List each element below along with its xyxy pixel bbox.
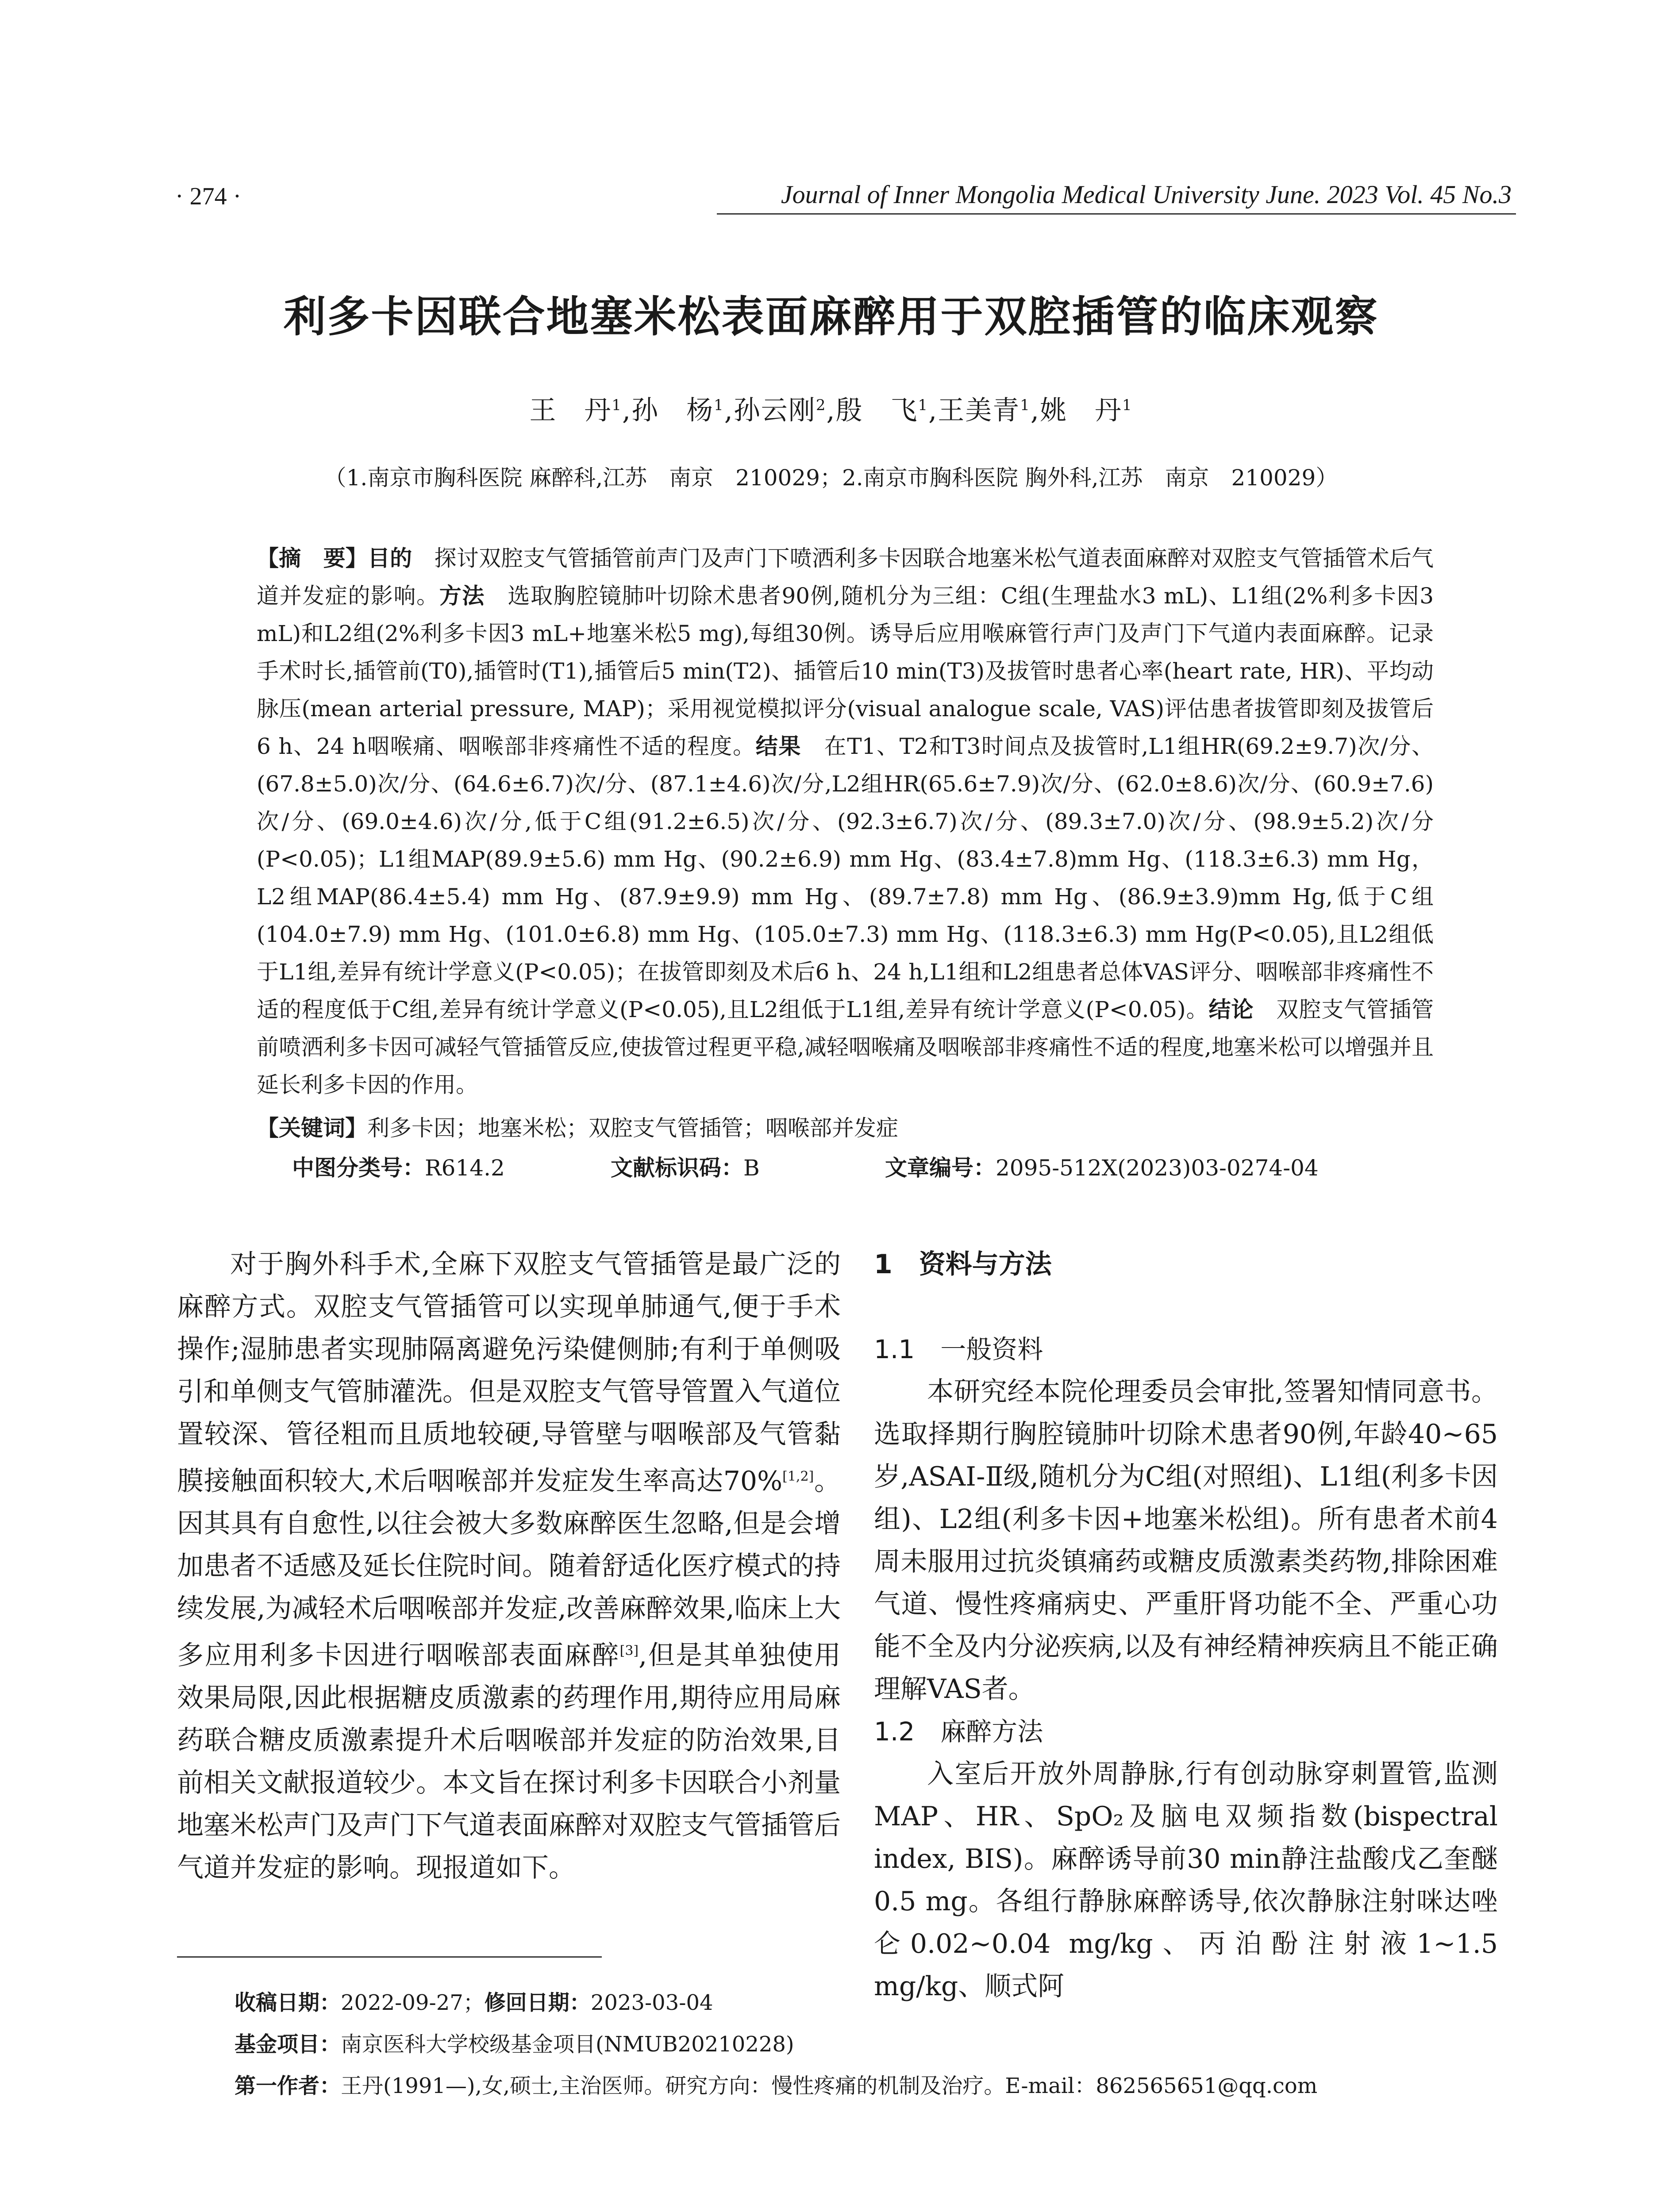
author-list: 王 丹$^1$,孙 杨$^1$,孙云刚$^2$,殷 飞$^1$,王美青$^1$,姚 丹$^1$ <box>529 395 1133 426</box>
citation: [1,2] <box>782 1469 814 1484</box>
author-note <box>235 2065 1317 2107</box>
article-title: 利多卡因联合地塞米松表面麻醉用于双腔插管的临床观察 <box>283 292 1379 342</box>
intro-text: 对于胸外科手术,全麻下双腔支气管插管是最广泛的麻醉方式。双腔支气管插管可以实现单肺通气,便于手术操作;湿肺患者实现肺隔离避免污染健侧肺;有利于单侧吸引和单侧支气管肺灌洗。但是双腔支气管导管置入气道位置较深、管径粗而且质地较硬,导管壁与咽喉部及气管黏膜接触面积较大,术后咽喉部并发症发生率高达70% <box>177 1249 841 1497</box>
fund-label: 基金项目： <box>235 2032 341 2057</box>
fund-note <box>235 2024 1317 2065</box>
objective-text: 探讨双腔支气管插管前声门及声门下喷洒利多卡因联合地塞米松气道表面麻醉对双腔支气管插管术后气道并发症的影响。 <box>257 545 1434 609</box>
header-rule <box>717 213 1516 215</box>
first-author-text: 王丹(1991—),女,硕士,主治医师。研究方向：慢性疼痛的机制及治疗。E-mail：862565651@qq.com <box>341 2074 1318 2098</box>
abstract-label: 【摘 要】 <box>257 545 368 571</box>
keywords <box>257 1110 1434 1142</box>
subsection-heading: 1.2 麻醉方法 <box>874 1717 1043 1747</box>
keywords-label: 【关键词】 <box>257 1115 367 1141</box>
footnotes <box>235 1982 1317 2107</box>
affiliations: （1.南京市胸科医院 麻醉科,江苏 南京 210029；2.南京市胸科医院 胸外科,江苏 南京 210029） <box>324 465 1338 491</box>
article-number-group <box>885 1150 1319 1182</box>
paragraph: 入室后开放外周静脉,行有创动脉穿刺置管,监测MAP、HR、SpO₂及脑电双频指数(bispectral index, BIS)。麻醉诱导前30 min静注盐酸戊乙奎醚0.5 mg。各组行静脉麻醉诱导,依次静脉注射咪达唑仑0.02~0.04 mg/kg、丙泊酚注射液1~1.5 mg/kg、顺式阿 <box>874 1759 1498 2002</box>
dates-note <box>235 1982 1317 2024</box>
article-number-value: 2095-512X(2023)03-0274-04 <box>996 1155 1319 1181</box>
results-label: 结果 <box>755 733 801 759</box>
author-name: 孙云刚 <box>733 395 816 426</box>
revised-label: 修回日期： <box>484 1990 591 2015</box>
author-aff: 1 <box>714 396 724 414</box>
journal-header: Journal of Inner Mongolia Medical University June. 2023 Vol. 45 No.3 <box>781 180 1512 209</box>
clc-group <box>292 1150 505 1182</box>
author-aff: 1 <box>612 396 623 414</box>
intro-text: ,但是其单独使用效果局限,因此根据糖皮质激素的药理作用,期待应用局麻药联合糖皮质激素提升术后咽喉部并发症的防治效果,目前相关文献报道较少。本文旨在探讨利多卡因联合小剂量地塞米松声门及声门下气道表面麻醉对双腔支气管插管后气道并发症的影响。现报道如下。 <box>177 1640 841 1883</box>
conclusion-label: 结论 <box>1208 997 1254 1022</box>
citation: [3] <box>619 1643 639 1659</box>
body-right-column <box>874 1243 1498 2008</box>
author-name: 孙 杨 <box>631 395 714 426</box>
objective-label: 目的 <box>367 545 412 571</box>
clc-value: R614.2 <box>425 1155 505 1181</box>
author-name: 殷 飞 <box>835 395 918 426</box>
author-aff: 1 <box>1020 396 1031 414</box>
methods-label: 方法 <box>439 583 485 609</box>
results-text: 在T1、T2和T3时间点及拔管时,L1组HR(69.2±9.7)次/分、(67.8±5.0)次/分、(64.6±6.7)次/分、(87.1±4.6)次/分,L2组HR(65.6±7.9)次/分、(62.0±8.6)次/分、(60.9±7.6)次/分、(69.0±4.6)次/分,低于C组(91.2±6.5)次/分、(92.3±6.7)次/分、(89.3±7.0)次/分、(98.9±5.2)次/分(P<0.05)；L1组MAP(89.9±5.6) mm Hg、(90.2±6.9) mm Hg、(83.4±7.8)mm Hg、(118.3±6.3) mm Hg，L2组MAP(86.4±5.4) mm Hg、(87.9±9.9) mm Hg、(89.7±7.8) mm Hg、(86.9±3.9)mm Hg,低于C组(104.0±7.9) mm Hg、(101.0±6.8) mm Hg、(105.0±7.3) mm Hg、(118.3±6.3) mm Hg(P<0.05),且L2组低于L1组,差异有统计学意义(P<0.05)；在拔管即刻及术后6 h、24 h,L1组和L2组患者总体VAS评分、咽喉部非疼痛性不适的程度低于C组,差异有统计学意义(P<0.05),且L2组低于L1组,差异有统计学意义(P<0.05)。 <box>257 733 1434 1022</box>
revised-date: 2023-03-04 <box>590 1990 713 2015</box>
conclusion-text: 双腔支气管插管前喷洒利多卡因可减轻气管插管反应,使拔管过程更平稳,减轻咽喉痛及咽喉部非疼痛性不适的程度,地塞米松可以增强并且延长利多卡因的作用。 <box>257 997 1434 1098</box>
keywords-text: 利多卡因；地塞米松；双腔支气管插管；咽喉部并发症 <box>367 1115 898 1141</box>
methods-text: 选取胸腔镜肺叶切除术患者90例,随机分为三组：C组(生理盐水3 mL)、L1组(2%利多卡因3 mL)和L2组(2%利多卡因3 mL+地塞米松5 mg),每组30例。诱导后应用喉麻管行声门及声门下气道内表面麻醉。记录手术时长,插管前(T0),插管时(T1),插管后5 min(T2)、插管后10 min(T3)及拔管时患者心率(heart rate, HR)、平均动脉压(mean arterial pressure, MAP)；采用视觉模拟评分(visual analogue scale, VAS)评估患者拔管即刻及拔管后6 h、24 h咽喉痛、咽喉部非疼痛性不适的程度。 <box>257 583 1434 759</box>
section-heading: 1 资料与方法 <box>874 1249 1052 1280</box>
received-date: 2022-09-27； <box>341 1990 485 2015</box>
author-name: 王美青 <box>938 395 1020 426</box>
doc-code-value: B <box>743 1155 760 1181</box>
subsection-heading: 1.1 一般资料 <box>874 1334 1043 1364</box>
doc-code-group <box>611 1150 760 1182</box>
article-number-label: 文章编号： <box>885 1155 996 1181</box>
body-left-column <box>177 1243 841 1889</box>
first-author-label: 第一作者： <box>235 2074 341 2098</box>
clc-label: 中图分类号： <box>292 1155 425 1181</box>
author-aff: 1 <box>918 396 929 414</box>
footnote-rule <box>177 1956 602 1958</box>
author-aff: 2 <box>816 396 827 414</box>
abstract <box>257 540 1434 1104</box>
author-name: 姚 丹 <box>1039 395 1122 426</box>
intro-text: 。因其具有自愈性,以往会被大多数麻醉医生忽略,但是会增加患者不适感及延长住院时间。随着舒适化医疗模式的持续发展,为减轻术后咽喉部并发症,改善麻醉效果,临床上大多应用利多卡因进行咽喉部表面麻醉 <box>177 1466 841 1671</box>
author-aff: 1 <box>1122 396 1133 414</box>
page-number: · 274 · <box>175 183 242 210</box>
paragraph: 本研究经本院伦理委员会审批,签署知情同意书。选取择期行胸腔镜肺叶切除术患者90例,年龄40~65岁,ASAⅠ-Ⅱ级,随机分为C组(对照组)、L1组(利多卡因组)、L2组(利多卡因+地塞米松组)。所有患者术前4周未服用过抗炎镇痛药或糖皮质激素类药物,排除困难气道、慢性疼痛病史、严重肝肾功能不全、严重心功能不全及内分泌疾病,以及有神经精神疾病且不能正确理解VAS者。 <box>874 1376 1498 1705</box>
classification-row <box>0 1150 1662 1181</box>
fund-text: 南京医科大学校级基金项目(NMUB20210228) <box>341 2032 794 2057</box>
author-name: 王 丹 <box>529 395 612 426</box>
received-label: 收稿日期： <box>235 1990 341 2015</box>
doc-code-label: 文献标识码： <box>611 1155 743 1181</box>
